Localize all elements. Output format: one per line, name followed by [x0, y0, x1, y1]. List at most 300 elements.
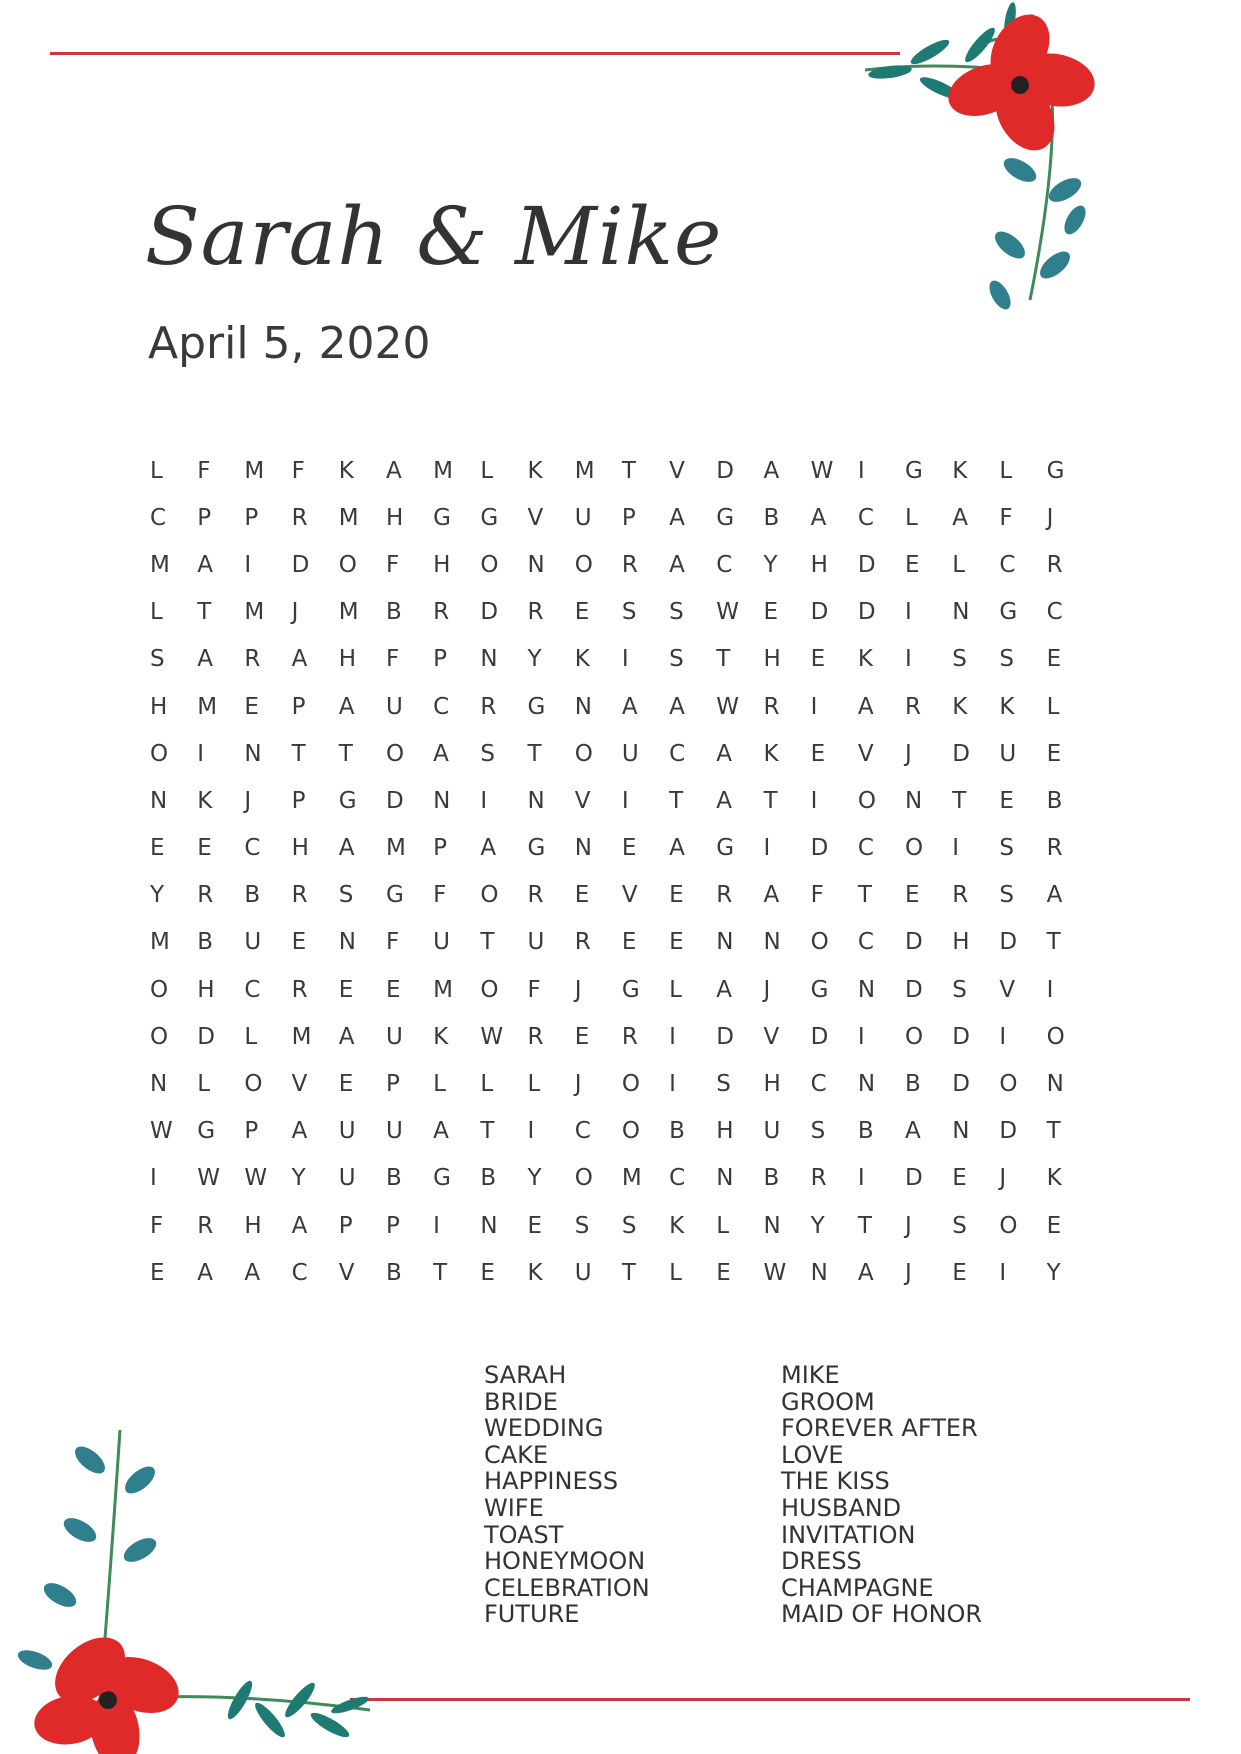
grid-letter: F — [433, 882, 447, 909]
grid-letter: U — [244, 929, 262, 956]
grid-letter: E — [385, 976, 401, 1003]
grid-letter: L — [150, 457, 163, 484]
grid-letter: T — [1046, 929, 1061, 956]
grid-letter: C — [716, 551, 733, 578]
grid-letter: V — [999, 976, 1016, 1003]
grid-letter: A — [1046, 882, 1063, 909]
grid-letter: V — [621, 882, 638, 909]
grid-letter: N — [150, 1071, 168, 1098]
grid-letter: H — [197, 976, 215, 1003]
grid-letter: T — [480, 929, 495, 956]
grid-letter: O — [244, 1071, 263, 1098]
grid-letter: N — [716, 1165, 734, 1192]
grid-letter: F — [527, 976, 541, 1003]
grid-letter: T — [433, 1259, 448, 1286]
grid-letter: J — [999, 1165, 1007, 1192]
grid-letter: R — [527, 1023, 544, 1050]
word-list-item: CELEBRATION — [484, 1573, 650, 1602]
grid-letter: O — [621, 1118, 640, 1145]
word-list-item: HONEYMOON — [484, 1547, 646, 1576]
grid-letter: W — [197, 1165, 220, 1192]
grid-letter: O — [1046, 1023, 1065, 1050]
grid-letter: S — [952, 976, 967, 1003]
grid-letter: E — [244, 693, 259, 720]
grid-letter: R — [810, 1165, 827, 1192]
grid-letter: I — [905, 599, 912, 626]
grid-letter: M — [385, 835, 406, 862]
grid-letter: A — [433, 1118, 449, 1145]
grid-letter: R — [291, 976, 308, 1003]
grid-letter: E — [810, 646, 826, 673]
grid-letter: N — [763, 1212, 781, 1239]
grid-letter: D — [810, 599, 829, 626]
word-list-item: TOAST — [484, 1520, 564, 1549]
grid-letter: M — [338, 599, 359, 626]
grid-letter: R — [291, 504, 308, 531]
grid-letter: N — [574, 835, 592, 862]
grid-letter: P — [244, 1118, 259, 1145]
grid-letter: T — [338, 740, 353, 767]
grid-letter: R — [905, 693, 921, 720]
grid-letter: L — [150, 599, 163, 626]
grid-letter: M — [244, 599, 265, 626]
grid-letter: P — [338, 1212, 353, 1239]
grid-letter: R — [952, 882, 969, 909]
grid-letter: S — [669, 646, 684, 673]
grid-letter: N — [574, 693, 592, 720]
grid-letter: R — [480, 693, 497, 720]
grid-letter: E — [621, 929, 637, 956]
grid-letter: E — [763, 599, 778, 626]
grid-letter: V — [857, 740, 874, 767]
word-list-right — [781, 1362, 982, 1628]
grid-letter: N — [150, 787, 168, 814]
grid-letter: P — [385, 1071, 400, 1098]
grid-letter: Y — [1046, 1259, 1061, 1286]
grid-letter: T — [621, 1259, 636, 1286]
grid-letter: D — [716, 1023, 734, 1050]
grid-letter: N — [857, 1071, 876, 1098]
grid-letter: N — [244, 740, 262, 767]
grid-letter: U — [999, 740, 1017, 767]
word-list-item: CHAMPAGNE — [781, 1573, 934, 1602]
grid-letter: N — [952, 599, 970, 626]
grid-letter: D — [905, 1165, 923, 1192]
grid-letter: J — [244, 787, 252, 814]
grid-letter: V — [291, 1071, 308, 1098]
grid-letter: D — [810, 1023, 829, 1050]
grid-letter: E — [905, 551, 920, 578]
grid-letter: C — [291, 1259, 308, 1286]
grid-letter: L — [244, 1023, 258, 1050]
grid-letter: B — [385, 599, 402, 626]
grid-letter: D — [197, 1023, 215, 1050]
grid-letter: K — [574, 646, 590, 673]
grid-letter: O — [857, 787, 876, 814]
grid-letter: H — [810, 551, 828, 578]
grid-letter: W — [150, 1118, 173, 1145]
grid-letter: A — [905, 1118, 921, 1145]
grid-letter: E — [338, 1071, 354, 1098]
grid-letter: N — [527, 551, 545, 578]
grid-letter: D — [999, 929, 1018, 956]
word-list-item: HUSBAND — [781, 1493, 902, 1522]
grid-letter: N — [480, 646, 498, 673]
grid-letter: P — [291, 693, 306, 720]
grid-letter: A — [244, 1259, 261, 1286]
grid-letter: W — [716, 693, 739, 720]
grid-letter: D — [291, 551, 310, 578]
grid-letter: G — [621, 976, 640, 1003]
grid-letter: S — [621, 599, 637, 626]
grid-letter: S — [810, 1118, 826, 1145]
word-list-item: WIFE — [484, 1493, 544, 1522]
grid-letter: V — [527, 504, 544, 531]
page-title: Sarah & Mike — [145, 190, 723, 283]
grid-letter: K — [952, 693, 968, 720]
grid-letter: E — [1046, 1212, 1062, 1239]
grid-letter: A — [716, 976, 732, 1003]
grid-letter: I — [669, 1023, 676, 1050]
grid-letter: T — [669, 787, 684, 814]
grid-letter: N — [716, 929, 734, 956]
grid-letter: H — [763, 1071, 781, 1098]
grid-letter: H — [716, 1118, 734, 1145]
grid-letter: C — [1046, 599, 1063, 626]
grid-letter: M — [338, 504, 359, 531]
grid-letter: F — [810, 882, 824, 909]
grid-letter: F — [385, 929, 400, 956]
grid-letter: I — [1046, 976, 1054, 1003]
grid-letter: K — [527, 1259, 543, 1286]
grid-letter: I — [527, 1118, 535, 1145]
grid-letter: O — [338, 551, 357, 578]
top-divider — [50, 52, 900, 55]
grid-letter: E — [480, 1259, 495, 1286]
word-list-item: FUTURE — [484, 1600, 580, 1629]
grid-letter: E — [150, 1259, 165, 1286]
grid-letter: B — [763, 504, 780, 531]
grid-letter: A — [716, 787, 732, 814]
grid-letter: D — [857, 599, 876, 626]
grid-letter: B — [385, 1165, 402, 1192]
grid-letter: R — [621, 551, 638, 578]
grid-letter: S — [574, 1212, 590, 1239]
grid-letter: G — [527, 835, 546, 862]
grid-letter: C — [669, 1165, 686, 1192]
event-date: April 5, 2020 — [148, 318, 431, 369]
grid-letter: M — [150, 551, 170, 578]
grid-letter: W — [763, 1259, 787, 1286]
grid-letter: S — [621, 1212, 637, 1239]
grid-letter: C — [244, 976, 261, 1003]
grid-letter: I — [857, 1165, 865, 1192]
grid-letter: A — [621, 693, 638, 720]
grid-letter: S — [952, 646, 967, 673]
grid-letter: H — [952, 929, 970, 956]
red-flower-icon — [0, 1400, 380, 1754]
grid-letter: C — [857, 835, 874, 862]
grid-letter: E — [716, 1259, 731, 1286]
grid-letter: W — [244, 1165, 268, 1192]
grid-letter: O — [574, 551, 593, 578]
word-list-item: HAPPINESS — [484, 1467, 619, 1496]
grid-letter: G — [527, 693, 546, 720]
grid-letter: T — [291, 740, 306, 767]
grid-letter: G — [716, 504, 735, 531]
grid-letter: D — [952, 1071, 970, 1098]
grid-letter: N — [810, 1259, 828, 1286]
grid-letter: N — [338, 929, 356, 956]
grid-letter: H — [244, 1212, 262, 1239]
grid-letter: V — [669, 457, 685, 484]
grid-letter: I — [763, 835, 771, 862]
grid-letter: Y — [527, 1165, 542, 1192]
grid-letter: U — [433, 929, 450, 956]
grid-letter: A — [385, 457, 402, 484]
grid-letter: O — [905, 1023, 924, 1050]
grid-letter: L — [527, 1071, 541, 1098]
grid-letter: K — [999, 693, 1015, 720]
grid-letter: G — [905, 457, 923, 484]
grid-letter: I — [669, 1071, 676, 1098]
grid-letter: S — [338, 882, 354, 909]
grid-letter: S — [716, 1071, 731, 1098]
grid-letter: S — [999, 646, 1014, 673]
grid-letter: D — [905, 976, 923, 1003]
grid-letter: U — [527, 929, 545, 956]
grid-letter: A — [291, 646, 308, 673]
grid-letter: A — [763, 457, 780, 484]
grid-letter: K — [338, 457, 354, 484]
grid-letter: I — [952, 835, 959, 862]
grid-letter: K — [952, 457, 968, 484]
grid-letter: R — [244, 646, 261, 673]
grid-letter: T — [1046, 1118, 1061, 1145]
grid-letter: O — [999, 1071, 1018, 1098]
grid-letter: T — [197, 599, 212, 626]
grid-letter: J — [291, 599, 299, 626]
grid-letter: R — [574, 929, 591, 956]
grid-letter: S — [480, 740, 495, 767]
grid-letter: H — [338, 646, 357, 673]
grid-letter: F — [385, 646, 400, 673]
grid-letter: U — [763, 1118, 781, 1145]
grid-letter: O — [810, 929, 829, 956]
grid-letter: E — [669, 882, 684, 909]
grid-letter: C — [150, 504, 167, 531]
grid-letter: H — [433, 551, 451, 578]
word-list-item: SARAH — [484, 1361, 567, 1389]
grid-letter: E — [810, 740, 826, 767]
grid-letter: T — [952, 787, 967, 814]
grid-letter: E — [952, 1259, 967, 1286]
grid-letter: T — [857, 882, 872, 909]
grid-letter: A — [433, 740, 449, 767]
grid-letter: A — [338, 835, 355, 862]
grid-letter: M — [433, 457, 453, 484]
grid-letter: M — [197, 693, 218, 720]
grid-letter: F — [385, 551, 400, 578]
grid-letter: E — [1046, 740, 1062, 767]
grid-letter: A — [480, 835, 497, 862]
grid-letter: P — [433, 835, 447, 862]
word-list-item: LOVE — [781, 1440, 844, 1469]
grid-letter: S — [999, 882, 1014, 909]
grid-letter: O — [621, 1071, 640, 1098]
grid-letter: E — [150, 835, 165, 862]
grid-letter: N — [527, 787, 545, 814]
grid-letter: L — [480, 457, 494, 484]
grid-letter: G — [1046, 457, 1065, 484]
grid-letter: O — [480, 551, 499, 578]
grid-letter: O — [150, 976, 169, 1003]
grid-letter: T — [621, 457, 636, 484]
grid-letter: C — [433, 693, 450, 720]
grid-letter: A — [338, 1023, 355, 1050]
grid-letter: D — [857, 551, 876, 578]
grid-letter: E — [952, 1165, 967, 1192]
grid-letter: L — [716, 1212, 730, 1239]
grid-letter: E — [999, 787, 1014, 814]
grid-letter: L — [1046, 693, 1060, 720]
grid-letter: J — [574, 976, 582, 1003]
grid-letter: D — [810, 835, 829, 862]
grid-letter: H — [763, 646, 781, 673]
grid-letter: G — [385, 882, 404, 909]
grid-letter: O — [905, 835, 924, 862]
word-list-item: THE KISS — [781, 1467, 890, 1496]
grid-letter: M — [244, 457, 265, 484]
grid-letter: A — [763, 882, 780, 909]
grid-letter: I — [810, 787, 818, 814]
grid-letter: E — [338, 976, 354, 1003]
grid-letter: I — [857, 457, 865, 484]
grid-letter: O — [385, 740, 405, 767]
grid-letter: P — [244, 504, 259, 531]
grid-letter: M — [150, 929, 170, 956]
grid-letter: E — [669, 929, 684, 956]
word-list-item: BRIDE — [484, 1387, 558, 1416]
grid-letter: S — [150, 646, 165, 673]
grid-letter: B — [1046, 787, 1063, 814]
grid-letter: I — [197, 740, 204, 767]
grid-letter: F — [291, 457, 305, 484]
grid-letter: Y — [810, 1212, 825, 1239]
grid-letter: A — [197, 551, 213, 578]
grid-letter: L — [433, 1071, 446, 1098]
word-list-item: DRESS — [781, 1547, 862, 1576]
grid-letter: L — [669, 976, 682, 1003]
grid-letter: R — [433, 599, 450, 626]
grid-letter: U — [574, 1259, 592, 1286]
grid-letter: N — [480, 1212, 498, 1239]
grid-letter: D — [999, 1118, 1018, 1145]
grid-letter: L — [669, 1259, 682, 1286]
grid-letter: R — [716, 882, 733, 909]
grid-letter: A — [291, 1212, 308, 1239]
grid-letter: K — [197, 787, 213, 814]
grid-letter: I — [621, 646, 629, 673]
grid-letter: F — [999, 504, 1013, 531]
grid-letter: G — [810, 976, 829, 1003]
grid-letter: G — [999, 599, 1018, 626]
bottom-divider — [350, 1698, 1190, 1701]
grid-letter: R — [1046, 835, 1063, 862]
grid-letter: L — [480, 1071, 494, 1098]
word-list-item: FOREVER AFTER — [781, 1414, 978, 1443]
grid-letter: I — [621, 787, 629, 814]
grid-letter: J — [574, 1071, 582, 1098]
grid-letter: A — [338, 693, 355, 720]
grid-letter: C — [574, 1118, 591, 1145]
grid-letter: L — [999, 457, 1013, 484]
grid-letter: K — [527, 457, 543, 484]
grid-letter: F — [150, 1212, 164, 1239]
grid-letter: E — [197, 835, 212, 862]
grid-letter: E — [621, 835, 637, 862]
grid-letter: Y — [150, 882, 165, 909]
grid-letter: A — [952, 504, 968, 531]
grid-letter: P — [291, 787, 306, 814]
grid-letter: A — [810, 504, 827, 531]
grid-letter: B — [197, 929, 213, 956]
grid-letter: L — [197, 1071, 211, 1098]
grid-letter: E — [527, 1212, 543, 1239]
grid-letter: I — [810, 693, 818, 720]
grid-letter: N — [905, 787, 923, 814]
grid-letter: P — [621, 504, 636, 531]
grid-letter: K — [433, 1023, 449, 1050]
grid-letter: R — [291, 882, 308, 909]
grid-letter: J — [905, 740, 912, 767]
grid-letter: C — [810, 1071, 827, 1098]
grid-letter: H — [385, 504, 404, 531]
grid-letter: T — [480, 1118, 495, 1145]
grid-letter: J — [905, 1212, 912, 1239]
grid-letter: H — [150, 693, 168, 720]
grid-letter: Y — [291, 1165, 306, 1192]
grid-letter: R — [197, 882, 214, 909]
grid-letter: C — [857, 929, 874, 956]
grid-letter: S — [999, 835, 1014, 862]
grid-letter: B — [763, 1165, 780, 1192]
grid-letter: U — [385, 693, 403, 720]
grid-letter: A — [669, 693, 685, 720]
grid-letter: R — [527, 882, 544, 909]
grid-letter: A — [857, 693, 874, 720]
grid-letter: T — [763, 787, 778, 814]
grid-letter: V — [763, 1023, 780, 1050]
grid-letter: R — [621, 1023, 638, 1050]
grid-letter: D — [952, 740, 970, 767]
grid-letter: Y — [527, 646, 542, 673]
grid-letter: V — [338, 1259, 355, 1286]
grid-letter: P — [433, 646, 447, 673]
grid-letter: U — [621, 740, 639, 767]
word-list-item: INVITATION — [781, 1520, 916, 1549]
grid-letter: A — [197, 646, 213, 673]
grid-letter: R — [527, 599, 544, 626]
grid-letter: C — [999, 551, 1016, 578]
grid-letter: U — [385, 1118, 403, 1145]
grid-letter: U — [338, 1165, 356, 1192]
grid-letter: N — [763, 929, 781, 956]
grid-letter: F — [197, 457, 211, 484]
grid-letter: S — [952, 1212, 967, 1239]
grid-letter: I — [999, 1259, 1007, 1286]
grid-letter: A — [716, 740, 732, 767]
